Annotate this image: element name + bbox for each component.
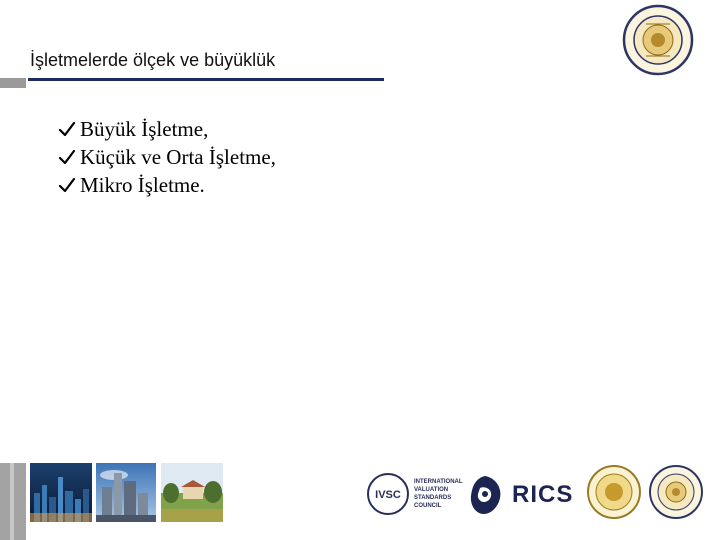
- ivsc-line: INTERNATIONAL: [414, 479, 463, 485]
- ivsc-abbr: IVSC: [375, 489, 401, 501]
- title-underline: [28, 78, 384, 81]
- bullet-item: [58, 143, 276, 171]
- bullet-item: [58, 115, 276, 143]
- ivsc-logo-icon: [366, 472, 410, 516]
- footer-grey-bar: [0, 463, 26, 540]
- skyscrapers-photo: [96, 463, 156, 522]
- bullet-list: [58, 115, 276, 199]
- checkmark-icon: [58, 148, 76, 166]
- checkmark-icon: [58, 120, 76, 138]
- countryside-villa-photo: [161, 463, 223, 522]
- gold-seal-icon: [586, 464, 642, 520]
- bullet-item: [58, 171, 276, 199]
- ankara-university-seal-small-icon: [648, 464, 704, 520]
- bullet-text: Mikro İşletme.: [80, 172, 205, 197]
- header-grey-tab: [0, 78, 26, 88]
- city-skyline-photo: [30, 463, 92, 522]
- rics-lion-icon: [466, 474, 504, 516]
- ivsc-text-block: [414, 478, 463, 510]
- bullet-text: Küçük ve Orta İşletme,: [80, 144, 276, 169]
- rics-wordmark: RICS: [512, 481, 574, 508]
- footer-stripe: [10, 463, 14, 540]
- ankara-university-seal-icon: [622, 4, 694, 76]
- bullet-text: Büyük İşletme,: [80, 116, 209, 141]
- ivsc-line: COUNCIL: [414, 503, 442, 509]
- checkmark-icon: [58, 176, 76, 194]
- ivsc-line: VALUATION: [414, 487, 449, 493]
- slide-title: İşletmelerde ölçek ve büyüklük: [30, 50, 276, 70]
- ivsc-line: STANDARDS: [414, 495, 452, 501]
